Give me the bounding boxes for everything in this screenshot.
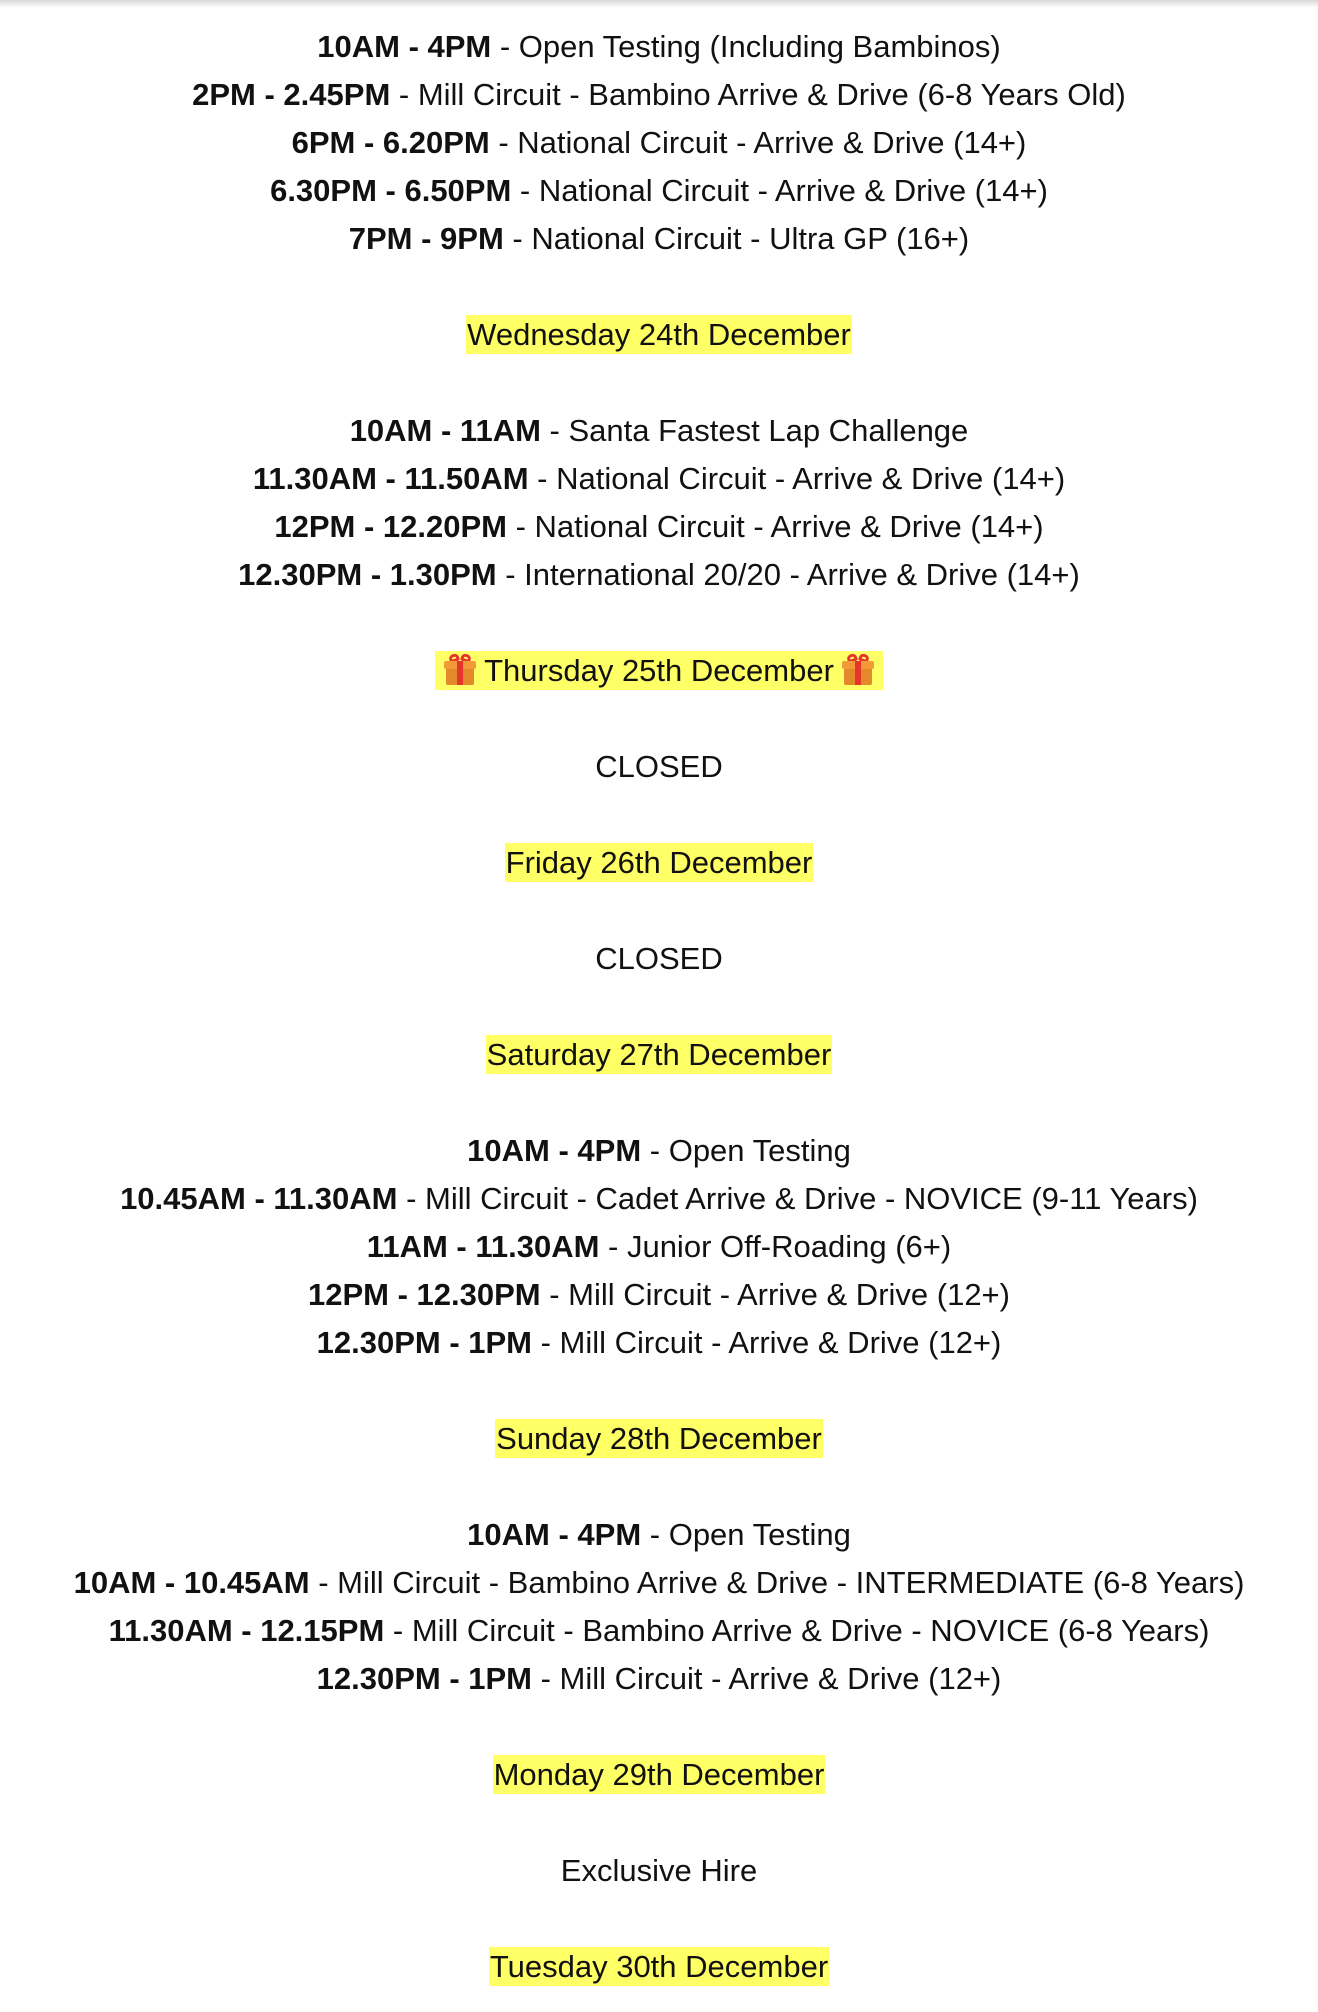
entry-description: - Mill Circuit - Bambino Arrive & Drive - INTERMEDIATE (6-8 Years) (309, 1565, 1245, 1600)
entry-description: - National Circuit - Ultra GP (16+) (503, 221, 970, 256)
entry-time: 6.30PM - 6.50PM (270, 173, 512, 208)
schedule-document (0, 23, 1318, 1991)
day-heading-text: Sunday 28th December (496, 1421, 822, 1456)
schedule-entry (0, 23, 1318, 71)
schedule-entry (0, 1607, 1318, 1655)
spacer (0, 1703, 1318, 1751)
day-heading (0, 1751, 1318, 1799)
schedule-entry (0, 1511, 1318, 1559)
day-heading (0, 647, 1318, 695)
schedule-entry (0, 455, 1318, 503)
entry-time: 11AM - 11.30AM (366, 1229, 600, 1264)
schedule-entry (0, 1559, 1318, 1607)
schedule-entry (0, 71, 1318, 119)
entry-description: - Santa Fastest Lap Challenge (540, 413, 969, 448)
spacer (0, 695, 1318, 743)
schedule-entry (0, 215, 1318, 263)
schedule-entry (0, 503, 1318, 551)
day-heading (0, 839, 1318, 887)
day-heading-text: Friday 26th December (505, 845, 813, 880)
schedule-entry (0, 119, 1318, 167)
schedule-entry (0, 407, 1318, 455)
day-heading-highlight (486, 1035, 833, 1074)
day-heading (0, 1943, 1318, 1991)
entry-time: 12.30PM - 1PM (316, 1661, 532, 1696)
spacer (0, 983, 1318, 1031)
entry-description: - National Circuit - Arrive & Drive (14+) (506, 509, 1044, 544)
entry-time: 11.30AM - 12.15PM (108, 1613, 385, 1648)
spacer (0, 791, 1318, 839)
day-heading-highlight (466, 315, 852, 354)
schedule-entry (0, 1271, 1318, 1319)
entry-time: 12.30PM - 1.30PM (238, 557, 497, 592)
entry-time: 12PM - 12.30PM (308, 1277, 541, 1312)
spacer (0, 359, 1318, 407)
spacer (0, 263, 1318, 311)
day-heading-highlight (505, 843, 814, 882)
day-note: CLOSED (595, 941, 723, 976)
entry-description: - Mill Circuit - Cadet Arrive & Drive - NOVICE (9-11 Years) (397, 1181, 1198, 1216)
day-note: Exclusive Hire (560, 1853, 758, 1888)
day-heading-highlight (489, 1947, 829, 1986)
entry-description: - National Circuit - Arrive & Drive (14+) (489, 125, 1027, 160)
day-heading (0, 1415, 1318, 1463)
schedule-entry (0, 1223, 1318, 1271)
spacer (0, 1895, 1318, 1943)
gift-icon (444, 654, 476, 686)
entry-description: - Open Testing (641, 1517, 851, 1552)
entry-description: - Mill Circuit - Arrive & Drive (12+) (532, 1661, 1002, 1696)
entry-description: - Open Testing (Including Bambinos) (491, 29, 1001, 64)
entry-description: - Mill Circuit - Bambino Arrive & Drive (6-8 Years Old) (390, 77, 1126, 112)
day-heading (0, 1031, 1318, 1079)
day-heading (0, 311, 1318, 359)
spacer (0, 599, 1318, 647)
entry-description: - Mill Circuit - Arrive & Drive (12+) (540, 1277, 1010, 1312)
entry-time: 2PM - 2.45PM (192, 77, 391, 112)
day-heading-text: Thursday 25th December (484, 653, 834, 688)
entry-time: 10AM - 4PM (467, 1133, 642, 1168)
day-heading-text: Monday 29th December (493, 1757, 825, 1792)
schedule-entry (0, 551, 1318, 599)
entry-time: 11.30AM - 11.50AM (252, 461, 529, 496)
schedule-entry (0, 1655, 1318, 1703)
top-edge-shadow (0, 0, 1318, 8)
entry-time: 7PM - 9PM (348, 221, 504, 256)
schedule-entry (0, 167, 1318, 215)
day-note: CLOSED (595, 749, 723, 784)
entry-description: - Open Testing (641, 1133, 851, 1168)
day-heading-highlight (435, 651, 883, 690)
spacer (0, 1079, 1318, 1127)
day-heading-highlight (493, 1755, 826, 1794)
entry-description: - National Circuit - Arrive & Drive (14+) (511, 173, 1048, 208)
day-heading-text: Saturday 27th December (486, 1037, 832, 1072)
spacer (0, 1367, 1318, 1415)
entry-description: - National Circuit - Arrive & Drive (14+) (528, 461, 1066, 496)
entry-time: 10AM - 11AM (349, 413, 541, 448)
entry-time: 12PM - 12.20PM (274, 509, 507, 544)
gift-icon (842, 654, 874, 686)
entry-time: 10AM - 10.45AM (73, 1565, 310, 1600)
spacer (0, 1463, 1318, 1511)
entry-time: 10AM - 4PM (317, 29, 492, 64)
schedule-entry (0, 1319, 1318, 1367)
entry-description: - Mill Circuit - Bambino Arrive & Drive - NOVICE (6-8 Years) (384, 1613, 1210, 1648)
entry-time: 10AM - 4PM (467, 1517, 642, 1552)
entry-time: 6PM - 6.20PM (291, 125, 490, 160)
day-heading-text: Wednesday 24th December (467, 317, 851, 352)
schedule-entry (0, 1127, 1318, 1175)
day-heading-text: Tuesday 30th December (489, 1949, 829, 1984)
spacer (0, 1799, 1318, 1847)
entry-description: - Junior Off-Roading (6+) (599, 1229, 952, 1264)
entry-time: 10.45AM - 11.30AM (120, 1181, 398, 1216)
entry-description: - International 20/20 - Arrive & Drive (14+) (496, 557, 1080, 592)
spacer (0, 887, 1318, 935)
entry-time: 12.30PM - 1PM (316, 1325, 532, 1360)
schedule-entry (0, 1175, 1318, 1223)
day-heading-highlight (495, 1419, 823, 1458)
entry-description: - Mill Circuit - Arrive & Drive (12+) (532, 1325, 1002, 1360)
